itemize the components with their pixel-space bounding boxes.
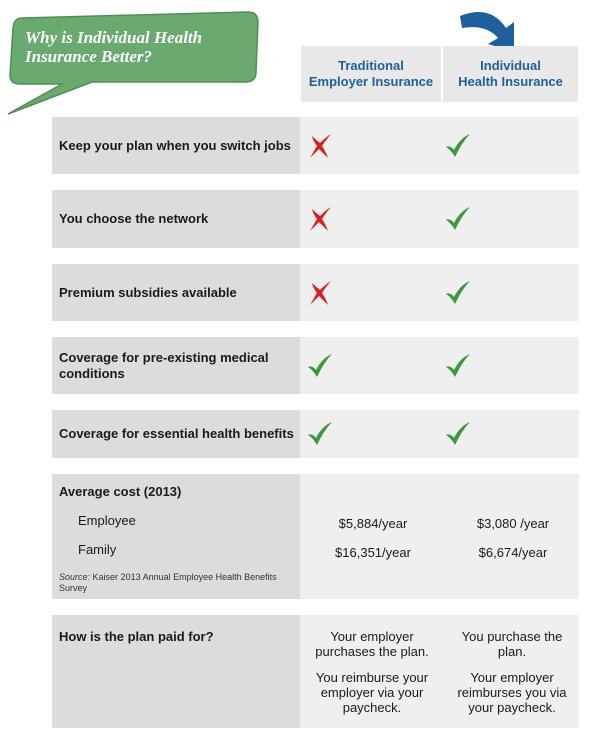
column-header-traditional: Traditional Employer Insurance [301,46,441,102]
checkmark-icon [444,279,472,307]
checkmark-icon [444,205,472,233]
payment-individual: You purchase the plan. Your employer reimburses you via your paycheck. [457,629,567,715]
family-label: Family [78,542,117,557]
cost-row [52,474,579,599]
row-cells [300,117,579,174]
column-header-individual: Individual Health Insurance [443,46,578,102]
payment-label: How is the plan paid for? [59,629,214,644]
row-label: Coverage for pre-existing medical conditions [52,337,300,394]
checkmark-icon [306,352,334,380]
payment-traditional: Your employer purchases the plan. You reimburse your employer via your paycheck. [315,629,429,715]
checkmark-icon [444,420,472,448]
cross-icon [306,132,334,160]
family-cost-traditional: $16,351/year [335,545,411,560]
row-label: Coverage for essential health benefits [52,410,300,458]
employee-cost-traditional: $5,884/year [338,516,408,531]
checkmark-icon [444,352,472,380]
payment-label-cell [52,615,300,728]
payment-row [52,615,579,728]
row-label: You choose the network [52,190,300,248]
row-cells [300,190,579,248]
row-cells [300,337,579,394]
cost-title: Average cost (2013) [59,484,182,499]
checkmark-icon [306,420,334,448]
cross-icon [306,279,334,307]
employee-cost-individual: $3,080 /year [476,516,550,531]
cost-source: Source: Kaiser 2013 Annual Employee Health Benefits Survey [59,572,277,593]
row-label: Keep your plan when you switch jobs [52,117,300,174]
row-cells [300,264,579,321]
row-label: Premium subsidies available [52,264,300,321]
checkmark-icon [444,132,472,160]
bubble-title: Why is Individual Health Insurance Better? [25,28,203,66]
cost-cells [300,474,579,599]
cross-icon [306,205,334,233]
employee-label: Employee [78,513,136,528]
row-cells [300,410,579,458]
family-cost-individual: $6,674/year [478,545,548,560]
